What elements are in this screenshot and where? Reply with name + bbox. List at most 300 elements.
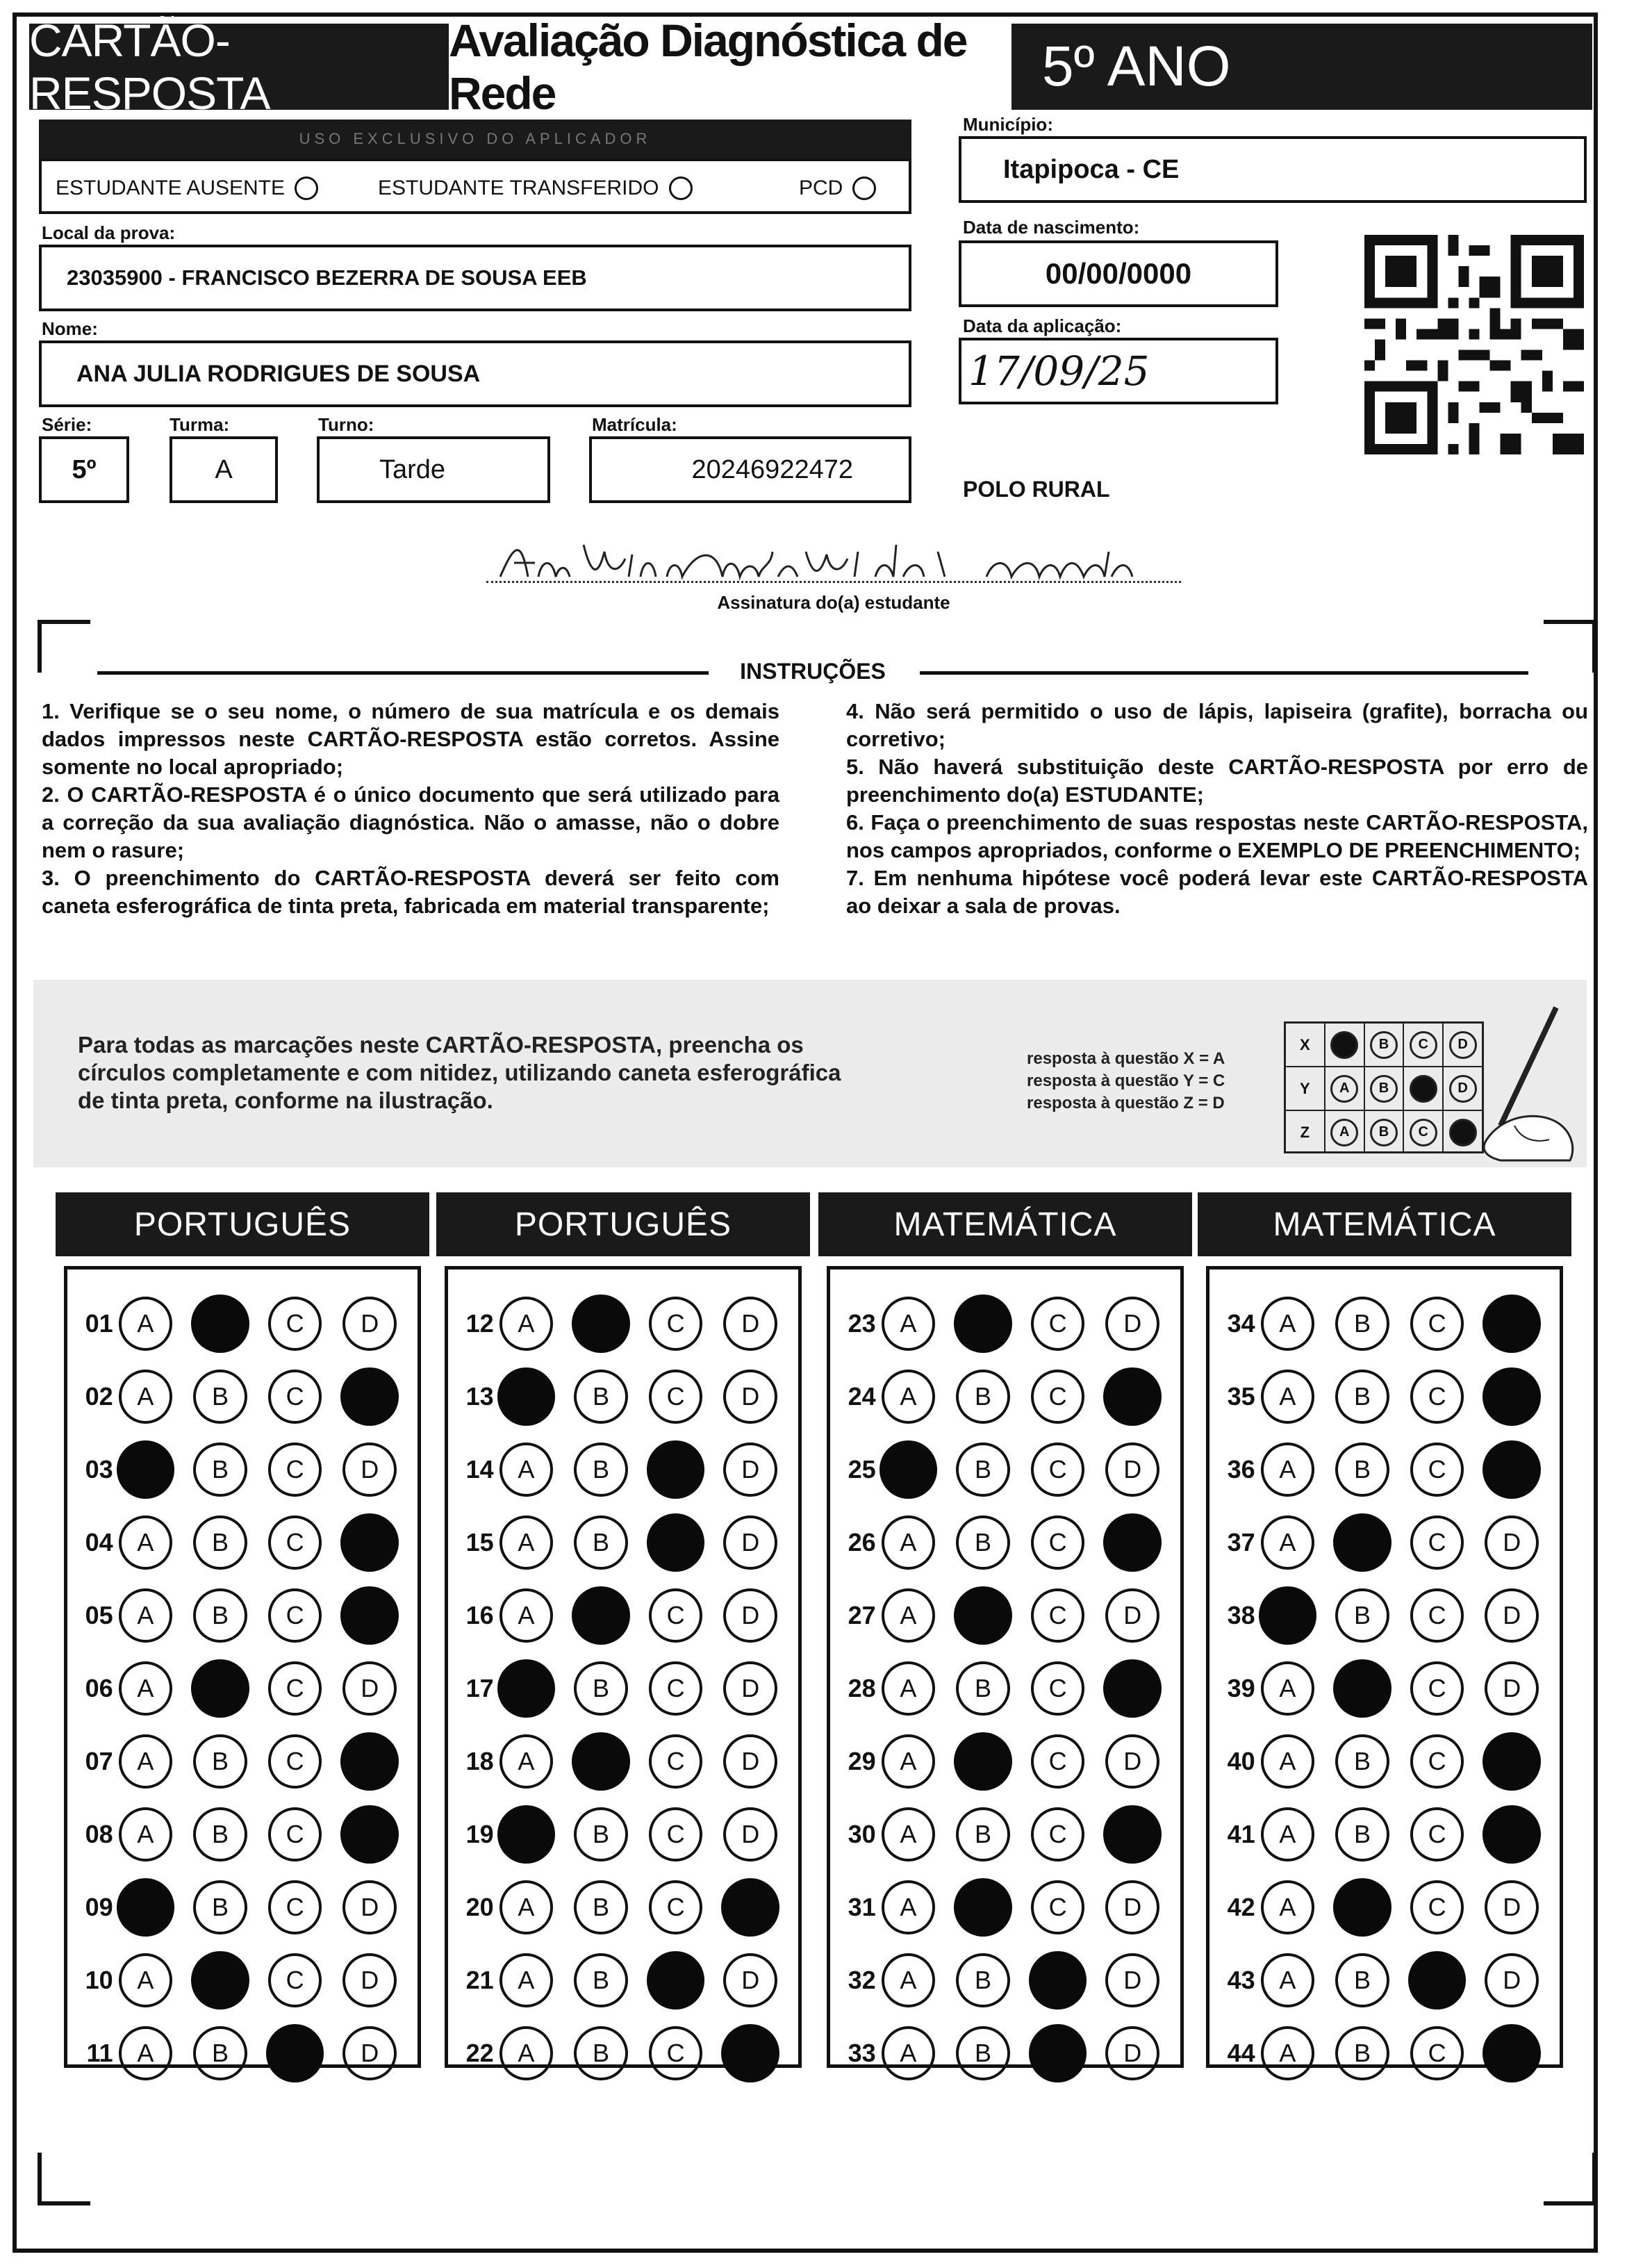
instruction-4: 4. Não será permitido o uso de lápis, lapiseira (grafite), borracha ou corretivo; [846,699,1588,751]
example-bubble: B [1370,1075,1398,1103]
answer-bubble-c[interactable]: C [1031,1880,1085,1934]
answer-bubble-d[interactable]: D [342,1953,397,2007]
answer-bubble-d[interactable] [721,2024,779,2082]
question-row [1209,1436,1560,1503]
answer-bubble-a[interactable]: A [499,1515,554,1570]
answer-bubble-a[interactable] [1259,1586,1317,1645]
example-cell [1365,1024,1405,1066]
answer-bubble-c[interactable]: C [1031,1443,1085,1497]
answer-bubble-c[interactable]: C [1410,2026,1464,2080]
section-header: PORTUGUÊS [436,1192,810,1256]
example-legend-x: resposta à questão X = A [1027,1049,1225,1068]
question-number: 10 [85,1966,113,1994]
answer-bubble-c[interactable]: C [1410,1880,1464,1934]
answer-bubble-d[interactable] [1103,1367,1162,1426]
answer-bubble-c[interactable]: C [649,1807,703,1862]
answer-bubble-a[interactable]: A [119,1297,173,1351]
question-row [1209,1874,1560,1941]
answer-bubble-b[interactable] [572,1586,630,1645]
answer-bubble-d[interactable]: D [342,1661,397,1716]
answer-bubble-a[interactable]: A [119,1953,173,2007]
answer-bubble-d[interactable] [1483,1367,1541,1426]
question-row [448,1436,798,1503]
section-header: MATEMÁTICA [1198,1192,1571,1256]
answer-bubble-c[interactable]: C [649,1297,703,1351]
answer-bubble-a[interactable]: A [499,1297,554,1351]
answer-bubble-c[interactable]: C [1410,1297,1464,1351]
question-number: 03 [85,1455,113,1484]
aplicacao-label: Data da aplicação: [963,315,1122,336]
pcd-radio[interactable] [852,176,876,200]
answer-bubble-c[interactable]: C [1410,1807,1464,1862]
question-number: 04 [85,1528,113,1556]
answer-bubble-a[interactable]: A [499,1734,554,1789]
question-number: 39 [1227,1674,1255,1702]
answer-bubble-c[interactable]: C [268,1515,322,1570]
question-number: 07 [85,1747,113,1775]
answer-bubble-c[interactable]: C [649,2026,703,2080]
absent-option[interactable] [56,176,318,200]
answer-bubble-a[interactable]: A [882,1661,936,1716]
question-row [67,1509,418,1576]
answer-bubble-b[interactable]: B [193,1807,247,1862]
answer-bubble-c[interactable]: C [649,1370,703,1424]
matricula-label: Matrícula: [592,414,677,435]
answer-bubble-d[interactable]: D [342,1443,397,1497]
answer-bubble-b[interactable]: B [1335,1953,1389,2007]
answer-bubble-b[interactable] [1333,1659,1391,1718]
example-legend [1027,1048,1225,1115]
question-number: 31 [848,1893,876,1921]
answer-bubble-c[interactable] [1029,2024,1087,2082]
signature-line [486,581,1181,583]
answer-bubble-a[interactable]: A [882,1807,936,1862]
answer-bubble-c[interactable]: C [1031,1734,1085,1789]
answer-bubble-a[interactable]: A [119,1515,173,1570]
answer-bubble-d[interactable]: D [723,1443,777,1497]
answer-bubble-b[interactable] [1333,1878,1391,1937]
answer-bubble-c[interactable] [1029,1951,1087,2010]
answer-bubble-a[interactable]: A [1261,2026,1315,2080]
answer-bubble-a[interactable]: A [499,1443,554,1497]
answer-bubble-a[interactable] [497,1367,556,1426]
answer-bubble-d[interactable]: D [1105,1443,1159,1497]
answer-bubble-d[interactable]: D [723,1588,777,1643]
exam-title: Avaliação Diagnóstica de Rede [449,24,1011,110]
transferred-option[interactable] [378,176,693,200]
answer-bubble-d[interactable] [1103,1513,1162,1572]
answer-bubble-c[interactable] [1408,1951,1467,2010]
answer-bubble-d[interactable]: D [723,1661,777,1716]
question-row [830,1582,1180,1649]
answer-bubble-c[interactable]: C [268,1370,322,1424]
answer-bubble-a[interactable]: A [119,1588,173,1643]
question-row [67,1582,418,1649]
answer-bubble-c[interactable]: C [1031,1515,1085,1570]
question-row [448,1801,798,1868]
answer-bubble-d[interactable]: D [723,1807,777,1862]
example-cell [1325,1111,1365,1153]
question-number: 33 [848,2039,876,2067]
answer-bubble-d[interactable]: D [1105,1953,1159,2007]
answer-bubble-d[interactable]: D [1485,1515,1539,1570]
question-row [448,1363,798,1430]
answer-bubble-d[interactable]: D [1485,1953,1539,2007]
answer-bubble-a[interactable]: A [1261,1661,1315,1716]
question-row [448,1509,798,1576]
answer-bubble-d[interactable] [340,1513,399,1572]
answer-bubble-d[interactable]: D [723,1370,777,1424]
answer-bubble-a[interactable]: A [119,1370,173,1424]
example-bubble: C [1410,1031,1437,1059]
answer-column [64,1266,421,2068]
local-value: 23035900 - FRANCISCO BEZERRA DE SOUSA EEB [67,265,587,290]
answer-bubble-c[interactable]: C [268,1443,322,1497]
answer-bubble-d[interactable]: D [1105,1880,1159,1934]
answer-bubble-b[interactable]: B [193,1515,247,1570]
answer-bubble-b[interactable]: B [193,1880,247,1934]
answer-bubble-a[interactable]: A [119,1734,173,1789]
question-number: 26 [848,1528,876,1556]
aplicacao-field [959,338,1278,404]
answer-bubble-b[interactable] [954,1295,1012,1353]
municipio-label: Município: [963,114,1053,135]
pcd-option[interactable] [799,176,876,200]
answer-bubble-d[interactable]: D [1485,1880,1539,1934]
answer-bubble-d[interactable] [1483,1295,1541,1353]
answer-bubble-b[interactable] [572,1732,630,1791]
question-row [1209,2020,1560,2087]
question-number: 43 [1227,1966,1255,1994]
example-row [1286,1024,1482,1067]
answer-bubble-c[interactable]: C [649,1588,703,1643]
answer-bubble-c[interactable]: C [649,1880,703,1934]
question-row [1209,1947,1560,2014]
question-number: 25 [848,1455,876,1484]
answer-bubble-b[interactable] [191,1295,249,1353]
answer-bubble-a[interactable]: A [882,2026,936,2080]
answer-bubble-d[interactable] [1483,1732,1541,1791]
example-grid [1284,1021,1484,1153]
example-bubble [1330,1031,1358,1059]
answer-bubble-a[interactable]: A [882,1297,936,1351]
answer-bubble-b[interactable]: B [956,1443,1010,1497]
answer-bubble-d[interactable] [340,1367,399,1426]
answer-bubble-a[interactable]: A [1261,1515,1315,1570]
question-row [830,1728,1180,1795]
answer-bubble-b[interactable]: B [1335,1443,1389,1497]
answer-bubble-d[interactable]: D [1105,2026,1159,2080]
serie-value: 5º [72,454,97,484]
example-row [1286,1111,1482,1153]
answer-bubble-d[interactable]: D [723,1515,777,1570]
answer-bubble-d[interactable] [1483,1440,1541,1499]
instruction-3: 3. O preenchimento do CARTÃO-RESPOSTA deverá ser feito com caneta esferográfica de tinta preta, fabricada em material transparente; [42,866,779,918]
question-number: 44 [1227,2039,1255,2067]
answer-bubble-c[interactable]: C [1410,1515,1464,1570]
question-row [67,2020,418,2087]
answer-bubble-a[interactable] [879,1440,938,1499]
answer-bubble-a[interactable] [117,1878,175,1937]
nascimento-value: 00/00/0000 [1045,257,1192,290]
question-row [1209,1728,1560,1795]
answer-bubble-c[interactable]: C [1031,1297,1085,1351]
answer-bubble-a[interactable]: A [119,1807,173,1862]
answer-bubble-b[interactable]: B [1335,2026,1389,2080]
nascimento-field [959,240,1278,307]
question-number: 23 [848,1309,876,1338]
answer-bubble-d[interactable]: D [342,1297,397,1351]
answer-bubble-b[interactable]: B [1335,1370,1389,1424]
instructions-rule-right [920,671,1528,675]
answer-bubble-b[interactable]: B [956,1515,1010,1570]
turno-value: Tarde [379,454,446,484]
answer-bubble-a[interactable] [497,1659,556,1718]
example-cell [1404,1067,1444,1110]
turno-field [317,436,550,503]
answer-bubble-b[interactable] [572,1295,630,1353]
answer-bubble-a[interactable]: A [882,1953,936,2007]
answer-bubble-d[interactable]: D [1105,1297,1159,1351]
answer-bubble-a[interactable]: A [1261,1370,1315,1424]
question-row [67,1947,418,2014]
answer-bubble-c[interactable]: C [1410,1734,1464,1789]
answer-bubble-a[interactable]: A [882,1588,936,1643]
answer-bubble-b[interactable]: B [193,1734,247,1789]
question-number: 11 [86,2039,113,2067]
answer-bubble-c[interactable]: C [649,1734,703,1789]
answer-bubble-c[interactable]: C [1031,1370,1085,1424]
answer-bubble-d[interactable] [1483,2024,1541,2082]
answer-bubble-d[interactable] [1103,1805,1162,1864]
answer-bubble-c[interactable]: C [649,1661,703,1716]
question-number: 06 [85,1674,113,1702]
answer-bubble-d[interactable] [340,1805,399,1864]
nome-field [39,340,911,407]
answer-bubble-d[interactable]: D [1485,1588,1539,1643]
answer-bubble-c[interactable] [647,1513,705,1572]
answer-bubble-b[interactable]: B [574,2026,628,2080]
answer-bubble-c[interactable] [647,1951,705,2010]
answer-bubble-c[interactable]: C [1410,1661,1464,1716]
answer-bubble-d[interactable]: D [723,1297,777,1351]
answer-bubble-a[interactable]: A [499,2026,554,2080]
example-cell [1365,1111,1405,1153]
answer-bubble-c[interactable]: C [1031,1588,1085,1643]
question-number: 41 [1227,1820,1255,1848]
answer-bubble-b[interactable]: B [574,1370,628,1424]
question-number: 09 [85,1893,113,1921]
question-number: 05 [85,1601,113,1629]
question-row [830,2020,1180,2087]
answer-bubble-c[interactable] [647,1440,705,1499]
answer-bubble-c[interactable]: C [1410,1588,1464,1643]
answer-bubble-a[interactable]: A [1261,1297,1315,1351]
answer-bubble-b[interactable]: B [193,1588,247,1643]
answer-bubble-b[interactable] [954,1732,1012,1791]
answer-bubble-d[interactable]: D [342,1880,397,1934]
answer-bubble-b[interactable]: B [1335,1588,1389,1643]
answer-bubble-b[interactable] [1333,1513,1391,1572]
example-legend-z: resposta à questão Z = D [1027,1094,1225,1112]
question-number: 02 [85,1382,113,1411]
answer-bubble-a[interactable]: A [882,1515,936,1570]
answer-bubble-a[interactable]: A [119,1661,173,1716]
answer-bubble-c[interactable]: C [268,1297,322,1351]
question-number: 15 [465,1528,494,1556]
answer-bubble-d[interactable] [340,1586,399,1645]
answer-bubble-a[interactable]: A [119,2026,173,2080]
answer-bubble-c[interactable]: C [1031,1661,1085,1716]
signature-caption: Assinatura do(a) estudante [717,592,950,613]
answer-bubble-a[interactable]: A [499,1588,554,1643]
answer-bubble-c[interactable]: C [268,1734,322,1789]
example-bubble: C [1410,1119,1437,1147]
answer-bubble-b[interactable]: B [193,2026,247,2080]
question-row [830,1874,1180,1941]
answer-bubble-d[interactable] [340,1732,399,1791]
absent-radio[interactable] [295,176,318,200]
answer-bubble-d[interactable]: D [1485,1661,1539,1716]
instructions-left [42,698,779,920]
answer-bubble-b[interactable]: B [574,1515,628,1570]
question-number: 32 [848,1966,876,1994]
answer-bubble-b[interactable]: B [956,1370,1010,1424]
answer-bubble-a[interactable]: A [1261,1734,1315,1789]
answer-bubble-a[interactable]: A [499,1953,554,2007]
matricula-field [589,436,911,503]
answer-bubble-b[interactable]: B [193,1370,247,1424]
nome-label: Nome: [42,318,98,339]
question-number: 42 [1227,1893,1255,1921]
example-bubble [1410,1075,1437,1103]
applicator-box [39,158,911,214]
question-number: 17 [465,1674,494,1702]
question-row [830,1509,1180,1576]
instruction-5: 5. Não haverá substituição deste CARTÃO-RESPOSTA por erro de preenchimento do(a) ESTUDANTE; [846,755,1588,807]
answer-bubble-d[interactable]: D [1105,1588,1159,1643]
handwritten-signature [486,522,1181,584]
question-row [1209,1509,1560,1576]
example-bubble: D [1449,1031,1477,1059]
answer-bubble-b[interactable]: B [574,1807,628,1862]
answer-bubble-a[interactable]: A [882,1370,936,1424]
question-row [830,1801,1180,1868]
answer-bubble-b[interactable] [191,1951,249,2010]
answer-column [445,1266,802,2068]
answer-bubble-b[interactable]: B [574,1880,628,1934]
answer-bubble-b[interactable] [191,1659,249,1718]
answer-bubble-b[interactable]: B [574,1661,628,1716]
answer-bubble-c[interactable]: C [268,1807,322,1862]
answer-bubble-c[interactable]: C [268,1661,322,1716]
answer-bubble-b[interactable]: B [956,1807,1010,1862]
matricula-value: 20246922472 [691,454,853,484]
question-row [830,1290,1180,1357]
answer-bubble-d[interactable]: D [723,1953,777,2007]
answer-column [1206,1266,1563,2068]
answer-bubble-a[interactable]: A [882,1880,936,1934]
answer-bubble-c[interactable]: C [268,1953,322,2007]
municipio-field [959,136,1587,203]
answer-bubble-b[interactable]: B [956,1953,1010,2007]
instruction-1: 1. Verifique se o seu nome, o número de sua matrícula e os demais dados impressos neste CARTÃO-RESPOSTA estão corretos. Assine somente no local apropriado; [42,699,779,779]
answer-bubble-b[interactable] [954,1878,1012,1937]
answer-bubble-d[interactable] [721,1878,779,1937]
question-row [830,1363,1180,1430]
answer-bubble-a[interactable]: A [1261,1953,1315,2007]
answer-bubble-a[interactable]: A [882,1734,936,1789]
aplicacao-value: 17/09/25 [968,347,1150,395]
answer-column [827,1266,1184,2068]
applicator-bar: USO EXCLUSIVO DO APLICADOR [39,120,911,158]
instruction-7: 7. Em nenhuma hipótese você poderá levar este CARTÃO-RESPOSTA ao deixar a sala de provas. [846,866,1588,918]
question-row [448,2020,798,2087]
answer-bubble-b[interactable]: B [1335,1297,1389,1351]
answer-bubble-b[interactable] [954,1586,1012,1645]
transferred-radio[interactable] [669,176,693,200]
answer-bubble-b[interactable]: B [1335,1734,1389,1789]
answer-bubble-c[interactable]: C [268,1880,322,1934]
question-number: 40 [1227,1747,1255,1775]
answer-bubble-b[interactable]: B [193,1443,247,1497]
answer-bubble-c[interactable]: C [1410,1443,1464,1497]
answer-bubble-a[interactable]: A [1261,1880,1315,1934]
answer-bubble-d[interactable] [1103,1659,1162,1718]
question-number: 08 [85,1820,113,1848]
answer-bubble-a[interactable] [497,1805,556,1864]
grade-label: 5º ANO [1042,35,1231,98]
example-bubble: B [1370,1119,1398,1147]
answer-bubble-b[interactable]: B [956,1661,1010,1716]
answer-bubble-d[interactable] [1483,1805,1541,1864]
question-row [67,1874,418,1941]
answer-bubble-b[interactable]: B [956,2026,1010,2080]
answer-bubble-c[interactable]: C [1031,1807,1085,1862]
instructions-right [846,698,1588,920]
example-row-label: Y [1286,1067,1325,1110]
answer-bubble-d[interactable]: D [342,2026,397,2080]
absent-label: ESTUDANTE AUSENTE [56,176,286,199]
answer-bubble-c[interactable]: C [1410,1370,1464,1424]
answer-bubble-a[interactable] [117,1440,175,1499]
question-number: 34 [1227,1309,1255,1338]
answer-bubble-a[interactable]: A [1261,1443,1315,1497]
example-text: Para todas as marcações neste CARTÃO-RESPOSTA, preencha os círculos completamente e com nitidez, utilizando caneta esferográfica de tinta preta, conforme na ilustração. [78,1032,841,1113]
answer-bubble-c[interactable]: C [268,1588,322,1643]
answer-bubble-b[interactable]: B [574,1953,628,2007]
question-row [1209,1290,1560,1357]
answer-bubble-a[interactable]: A [499,1880,554,1934]
instructions-title: INSTRUÇÕES [722,659,903,684]
answer-bubble-d[interactable]: D [723,1734,777,1789]
instructions-rule-left [97,671,709,675]
answer-bubble-b[interactable]: B [574,1443,628,1497]
answer-bubble-a[interactable]: A [1261,1807,1315,1862]
corner-mark-top-left [38,620,90,673]
answer-bubble-c[interactable] [266,2024,324,2082]
answer-bubble-b[interactable]: B [1335,1807,1389,1862]
question-row [448,1582,798,1649]
turma-label: Turma: [170,414,230,435]
question-row [67,1436,418,1503]
question-number: 01 [85,1309,113,1338]
answer-bubble-d[interactable]: D [1105,1734,1159,1789]
corner-mark-bottom-right [1544,2153,1596,2205]
hand-pen-icon [1473,1001,1584,1167]
question-row [67,1801,418,1868]
question-row [448,1874,798,1941]
